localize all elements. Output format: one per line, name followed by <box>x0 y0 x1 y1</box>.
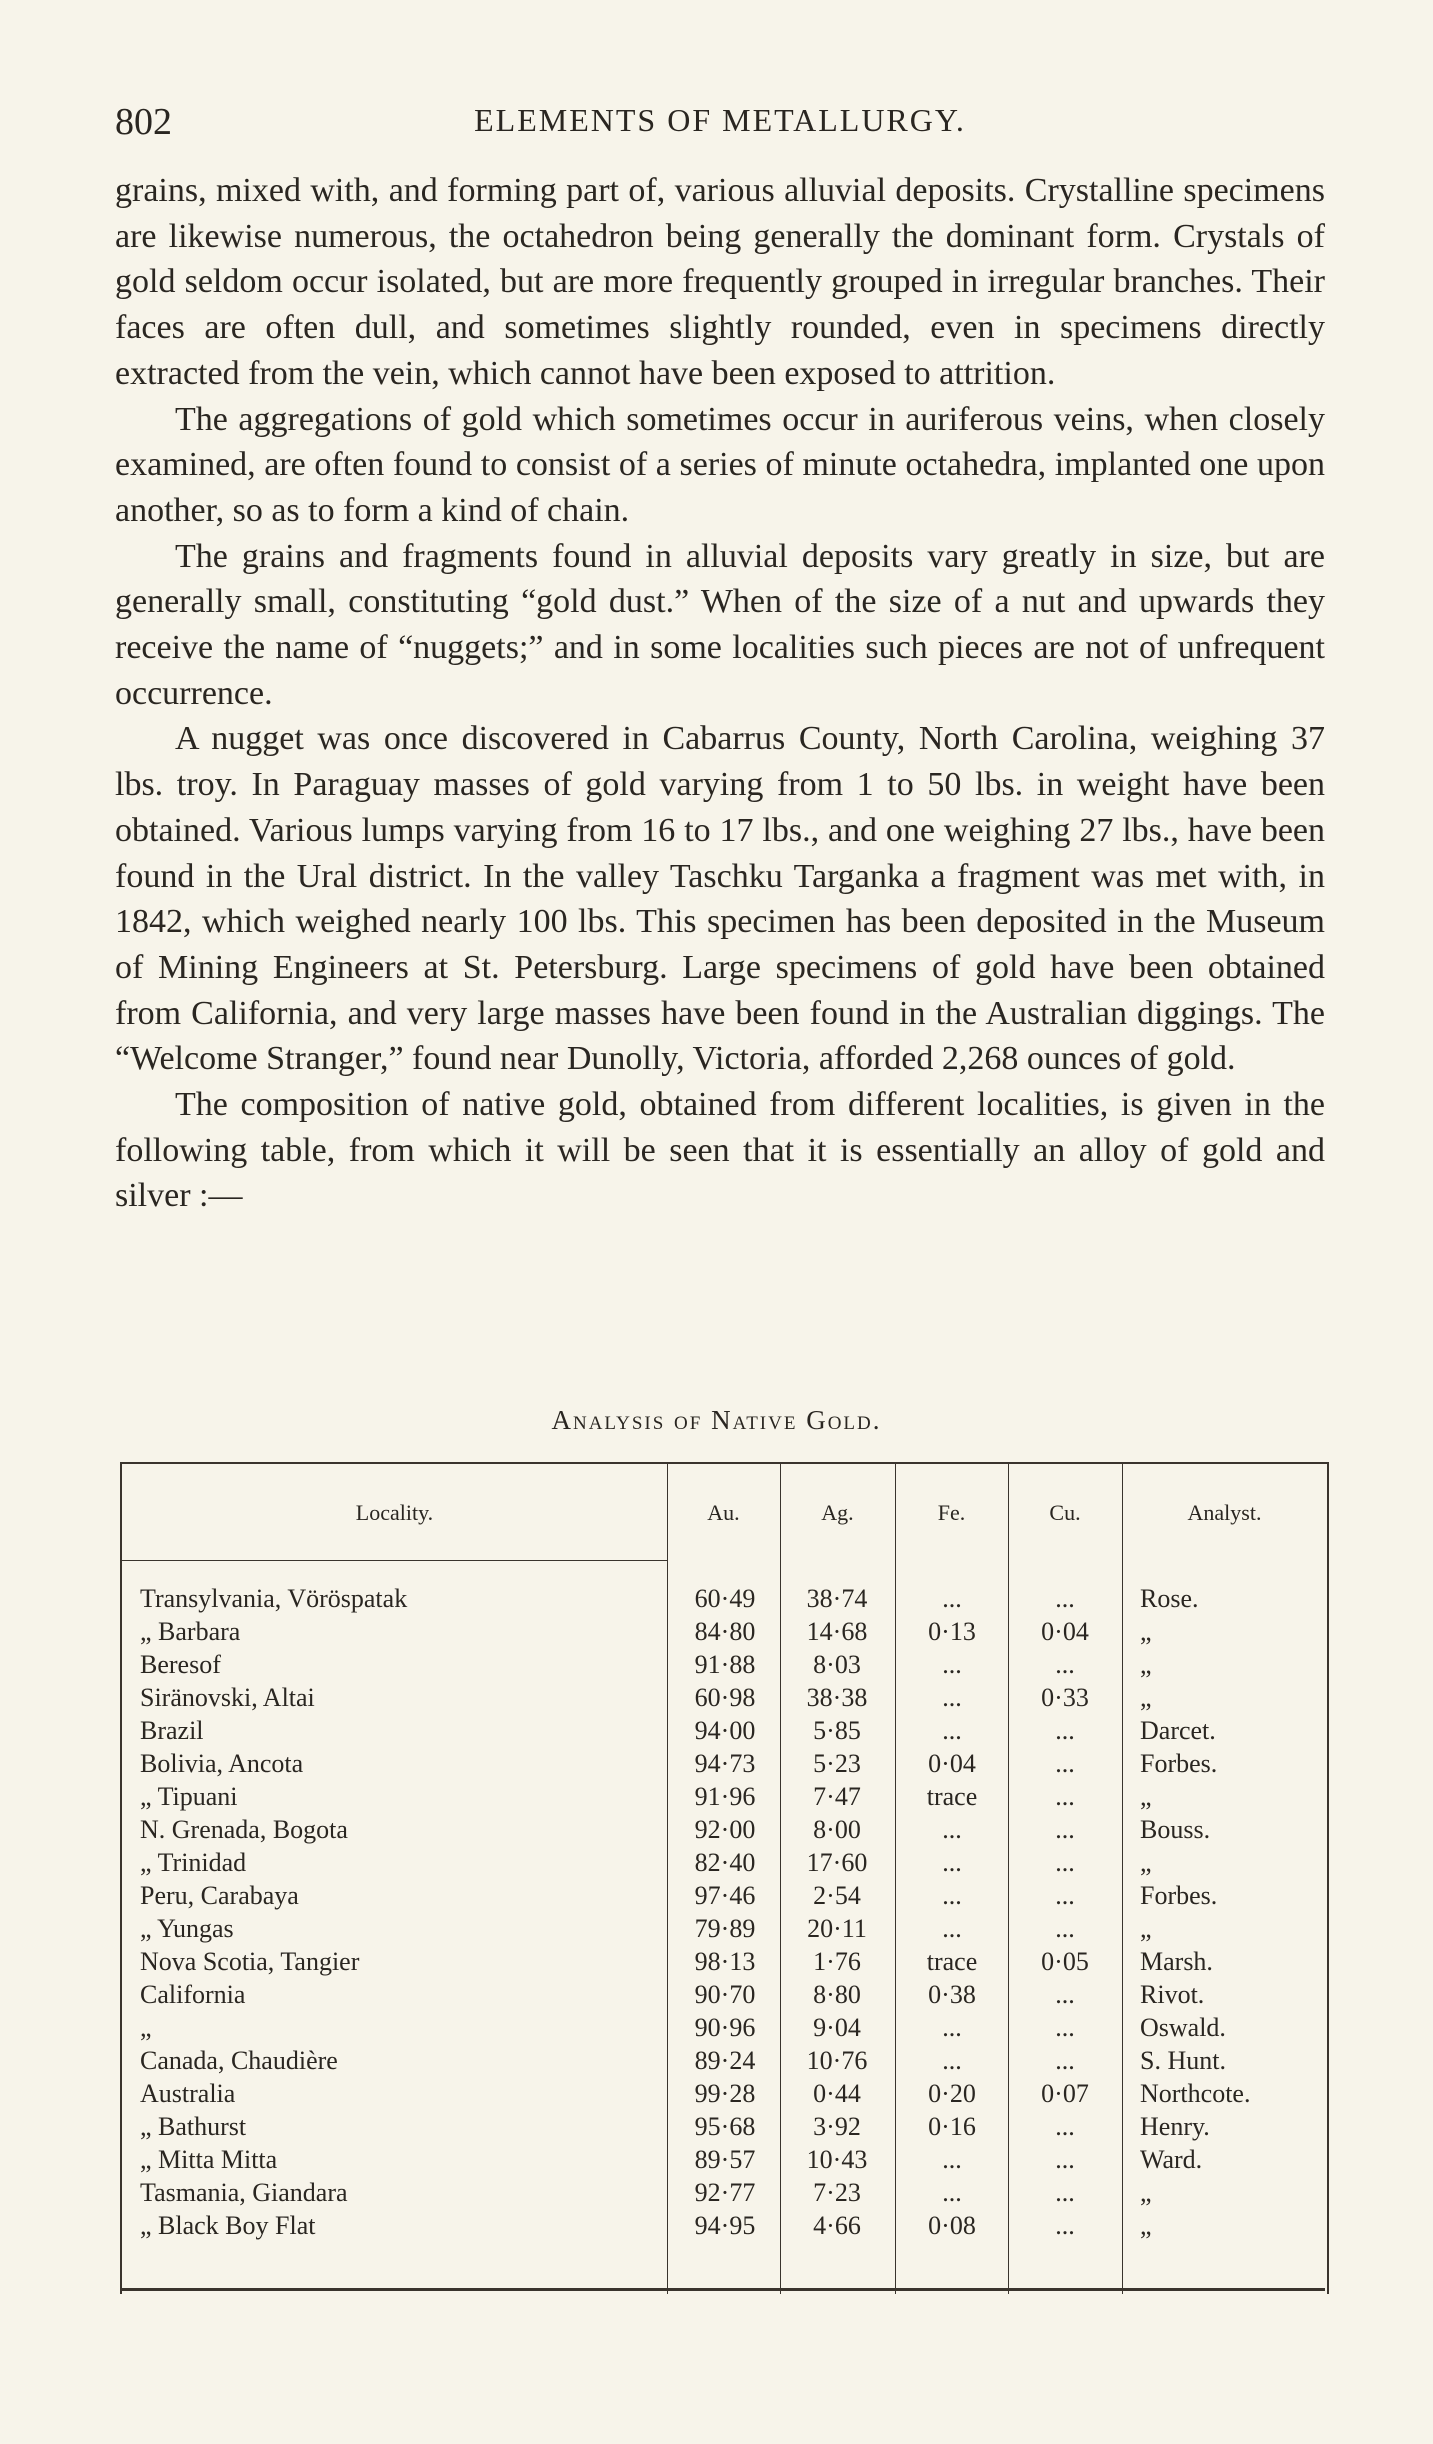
cell-ag: 1·76 <box>813 1947 861 1976</box>
table-row <box>122 1683 1327 1716</box>
cell-locality <box>140 1881 660 1911</box>
cell-cu: ... <box>1055 2046 1075 2075</box>
cell-ag: 7·23 <box>813 2178 861 2207</box>
locality-name: „ Bathurst <box>140 2112 247 2141</box>
cell-fe: trace <box>926 1782 978 1811</box>
cell-analyst: Northcote. <box>1140 2079 1251 2108</box>
cell-locality <box>140 1815 660 1845</box>
cell-analyst: Henry. <box>1140 2112 1210 2141</box>
cell-cu: 0·05 <box>1041 1947 1089 1976</box>
cell-au: 89·57 <box>694 2145 756 2174</box>
table-bottom-rule <box>120 2288 1325 2291</box>
locality-name: Canada, Chaudière <box>140 2046 338 2075</box>
cell-cu: ... <box>1055 1749 1075 1778</box>
table-row <box>122 1650 1327 1683</box>
cell-analyst: Rivot. <box>1140 1980 1205 2009</box>
locality-name: California <box>140 1980 246 2009</box>
paragraph-5: The composition of native gold, obtained from different localities, is given in the following table, from which it will be seen that it is essentially an alloy of gold and silver :— <box>115 1086 1325 1215</box>
locality-name: „ <box>140 2013 152 2042</box>
cell-locality <box>140 1617 660 1647</box>
cell-analyst: „ <box>1140 1914 1152 1943</box>
cell-analyst: Darcet. <box>1140 1716 1216 1745</box>
cell-cu: 0·33 <box>1041 1683 1089 1712</box>
cell-au: 94·00 <box>694 1716 756 1745</box>
cell-au: 91·88 <box>694 1650 756 1679</box>
cell-cu: ... <box>1055 1716 1075 1745</box>
cell-ag: 4·66 <box>813 2211 861 2240</box>
cell-locality <box>140 2178 660 2208</box>
cell-cu: ... <box>1055 2178 1075 2207</box>
cell-cu: ... <box>1055 1815 1075 1844</box>
cell-ag: 38·38 <box>806 1683 868 1712</box>
table-row <box>122 2211 1327 2244</box>
cell-au: 79·89 <box>694 1914 756 1943</box>
cell-cu: ... <box>1055 1584 1075 1613</box>
cell-analyst: Rose. <box>1140 1584 1199 1613</box>
table-row <box>122 2046 1327 2079</box>
locality-name: „ Trinidad <box>140 1848 247 1877</box>
cell-locality <box>140 1947 660 1977</box>
cell-fe: ... <box>942 2046 962 2075</box>
cell-ag: 2·54 <box>813 1881 861 1910</box>
table-row <box>122 1749 1327 1782</box>
cell-ag: 10·43 <box>806 2145 868 2174</box>
cell-locality <box>140 2013 660 2043</box>
table-caption: Analysis of Native Gold. <box>551 1405 882 1435</box>
cell-au: 98·13 <box>694 1947 756 1976</box>
cell-locality <box>140 1848 660 1878</box>
header-cu: Cu. <box>1049 1500 1081 1525</box>
locality-name: „ Mitta Mitta <box>140 2145 278 2174</box>
table-row <box>122 1848 1327 1881</box>
locality-name: Australia <box>140 2079 236 2108</box>
locality-name: Nova Scotia, Tangier <box>140 1947 360 1976</box>
header-ag: Ag. <box>821 1500 854 1525</box>
cell-ag: 5·85 <box>813 1716 861 1745</box>
cell-fe: 0·38 <box>928 1980 976 2009</box>
cell-cu: ... <box>1055 1848 1075 1877</box>
table-row <box>122 2145 1327 2178</box>
cell-fe: ... <box>942 1584 962 1613</box>
cell-ag: 3·92 <box>813 2112 861 2141</box>
cell-au: 94·73 <box>694 1749 756 1778</box>
paragraph-2: The aggregations of gold which sometimes occur in auriferous veins, when closely examined, are often found to consist of a series of minute octahedra, implanted one upon another, so as to form a kind of chain. <box>115 400 1325 529</box>
header-locality: Locality. <box>355 1500 434 1525</box>
page-header <box>115 100 1325 150</box>
cell-ag: 8·80 <box>813 1980 861 2009</box>
table-row <box>122 1782 1327 1815</box>
cell-fe: ... <box>942 1881 962 1910</box>
cell-fe: ... <box>942 1848 962 1877</box>
paragraph-4: A nugget was once discovered in Cabarrus County, North Carolina, weighing 37 lbs. troy. In Paraguay masses of gold varying from 1 to 50 lbs. in weight have been obtained. Various lumps varying from 16 to 17 lbs., and one weighing 27 lbs., have been found in the Ural district. In the valley Taschku Targanka a fragment was met with, in 1842, which weighed nearly 100 lbs. This specimen has been deposited in the Museum of Mining Engineers at St. Petersburg. Large specimens of gold have been obtained from California, and very large masses have been found in the Australian diggings. The “Welcome Stranger,” found near Dunolly, Victoria, afforded 2,268 ounces of gold. <box>115 720 1325 1078</box>
cell-cu: ... <box>1055 1914 1075 1943</box>
locality-name: Peru, Carabaya <box>140 1881 299 1910</box>
cell-fe: ... <box>942 2178 962 2207</box>
cell-au: 99·28 <box>694 2079 756 2108</box>
cell-cu: ... <box>1055 1782 1075 1811</box>
table-row <box>122 1980 1327 2013</box>
cell-fe: ... <box>942 1914 962 1943</box>
cell-locality <box>140 1980 660 2010</box>
page-number: 802 <box>115 101 172 143</box>
cell-cu: ... <box>1055 2013 1075 2042</box>
cell-fe: ... <box>942 2145 962 2174</box>
cell-locality <box>140 1914 660 1944</box>
paragraph-3: The grains and fragments found in alluvial deposits vary greatly in size, but are generally small, constituting “gold dust.” When of the size of a nut and upwards they receive the name of “nuggets;” and in some localities such pieces are not of unfrequent occurrence. <box>115 537 1325 712</box>
body-text <box>115 168 1325 1219</box>
cell-ag: 8·03 <box>813 1650 861 1679</box>
cell-ag: 17·60 <box>806 1848 868 1877</box>
table-row <box>122 1617 1327 1650</box>
locality-name: Beresof <box>140 1650 221 1679</box>
cell-fe: 0·20 <box>928 2079 976 2108</box>
cell-au: 90·70 <box>694 1980 756 2009</box>
cell-au: 60·49 <box>694 1584 756 1613</box>
cell-locality <box>140 2079 660 2109</box>
cell-au: 97·46 <box>694 1881 756 1910</box>
header-rule <box>122 1560 667 1561</box>
cell-fe: 0·13 <box>928 1617 976 1646</box>
table-row <box>122 1815 1327 1848</box>
cell-au: 92·77 <box>694 2178 756 2207</box>
table-row <box>122 1881 1327 1914</box>
cell-locality <box>140 2145 660 2175</box>
cell-cu: ... <box>1055 1881 1075 1910</box>
cell-analyst: Forbes. <box>1140 1749 1218 1778</box>
cell-cu: ... <box>1055 2145 1075 2174</box>
header-analyst: Analyst. <box>1187 1500 1262 1525</box>
cell-locality <box>140 2211 660 2241</box>
locality-name: Transylvania, Vöröspatak <box>140 1584 408 1613</box>
cell-analyst: Marsh. <box>1140 1947 1213 1976</box>
table-body <box>122 1584 1327 2244</box>
cell-au: 60·98 <box>694 1683 756 1712</box>
analysis-table <box>120 1462 1329 2294</box>
cell-ag: 7·47 <box>813 1782 861 1811</box>
cell-locality <box>140 1650 660 1680</box>
cell-fe: ... <box>942 1650 962 1679</box>
cell-au: 95·68 <box>694 2112 756 2141</box>
locality-name: Brazil <box>140 1716 204 1745</box>
table-row <box>122 1584 1327 1617</box>
table-row <box>122 1947 1327 1980</box>
cell-analyst: S. Hunt. <box>1140 2046 1226 2075</box>
cell-analyst: „ <box>1140 1848 1152 1877</box>
cell-analyst: „ <box>1140 1617 1152 1646</box>
cell-locality <box>140 1584 660 1614</box>
cell-cu: ... <box>1055 1650 1075 1679</box>
cell-locality <box>140 1782 660 1812</box>
cell-au: 82·40 <box>694 1848 756 1877</box>
cell-ag: 8·00 <box>813 1815 861 1844</box>
locality-name: N. Grenada, Bogota <box>140 1815 348 1844</box>
cell-au: 90·96 <box>694 2013 756 2042</box>
cell-cu: 0·04 <box>1041 1617 1089 1646</box>
cell-au: 84·80 <box>694 1617 756 1646</box>
cell-cu: 0·07 <box>1041 2079 1089 2108</box>
cell-analyst: „ <box>1140 1782 1152 1811</box>
cell-analyst: Oswald. <box>1140 2013 1226 2042</box>
cell-fe: ... <box>942 2013 962 2042</box>
cell-analyst: „ <box>1140 2178 1152 2207</box>
cell-locality <box>140 1749 660 1779</box>
cell-locality <box>140 1716 660 1746</box>
cell-ag: 20·11 <box>807 1914 867 1943</box>
cell-ag: 14·68 <box>806 1617 868 1646</box>
locality-name: Tasmania, Giandara <box>140 2178 348 2207</box>
cell-analyst: „ <box>1140 1683 1152 1712</box>
cell-fe: ... <box>942 1716 962 1745</box>
locality-name: Siränovski, Altai <box>140 1683 315 1712</box>
cell-analyst: Forbes. <box>1140 1881 1218 1910</box>
header-au: Au. <box>707 1500 740 1525</box>
cell-analyst: „ <box>1140 2211 1152 2240</box>
cell-analyst: Ward. <box>1140 2145 1203 2174</box>
table-row <box>122 1914 1327 1947</box>
cell-au: 91·96 <box>694 1782 756 1811</box>
locality-name: „ Yungas <box>140 1914 234 1943</box>
paragraph-1: grains, mixed with, and forming part of, various alluvial deposits. Crystalline specimens are likewise numerous, the octahedron being generally the dominant form. Crystals of gold seldom occur isolated, but are more frequently grouped in irregular branches. Their faces are often dull, and sometimes slightly rounded, even in specimens directly extracted from the vein, which cannot have been exposed to attrition. <box>115 172 1325 392</box>
cell-ag: 0·44 <box>813 2079 861 2108</box>
cell-ag: 38·74 <box>806 1584 868 1613</box>
cell-fe: ... <box>942 1683 962 1712</box>
cell-analyst: „ <box>1140 1650 1152 1679</box>
cell-locality <box>140 2046 660 2076</box>
table-row <box>122 2112 1327 2145</box>
cell-au: 92·00 <box>694 1815 756 1844</box>
cell-au: 89·24 <box>694 2046 756 2075</box>
cell-cu: ... <box>1055 1980 1075 2009</box>
cell-au: 94·95 <box>694 2211 756 2240</box>
cell-locality <box>140 1683 660 1713</box>
table-row <box>122 2079 1327 2112</box>
locality-name: Bolivia, Ancota <box>140 1749 304 1778</box>
cell-analyst: Bouss. <box>1140 1815 1211 1844</box>
cell-locality <box>140 2112 660 2142</box>
cell-ag: 5·23 <box>813 1749 861 1778</box>
cell-ag: 10·76 <box>806 2046 868 2075</box>
running-title: ELEMENTS OF METALLURGY. <box>474 102 966 138</box>
locality-name: „ Tipuani <box>140 1782 238 1811</box>
cell-fe: trace <box>926 1947 978 1976</box>
cell-cu: ... <box>1055 2112 1075 2141</box>
locality-name: „ Black Boy Flat <box>140 2211 316 2240</box>
table-row <box>122 2013 1327 2046</box>
cell-fe: ... <box>942 1815 962 1844</box>
cell-fe: 0·04 <box>928 1749 976 1778</box>
cell-fe: 0·16 <box>928 2112 976 2141</box>
locality-name: „ Barbara <box>140 1617 241 1646</box>
cell-cu: ... <box>1055 2211 1075 2240</box>
table-row <box>122 1716 1327 1749</box>
cell-fe: 0·08 <box>928 2211 976 2240</box>
cell-ag: 9·04 <box>813 2013 861 2042</box>
table-row <box>122 2178 1327 2211</box>
header-fe: Fe. <box>937 1500 966 1525</box>
